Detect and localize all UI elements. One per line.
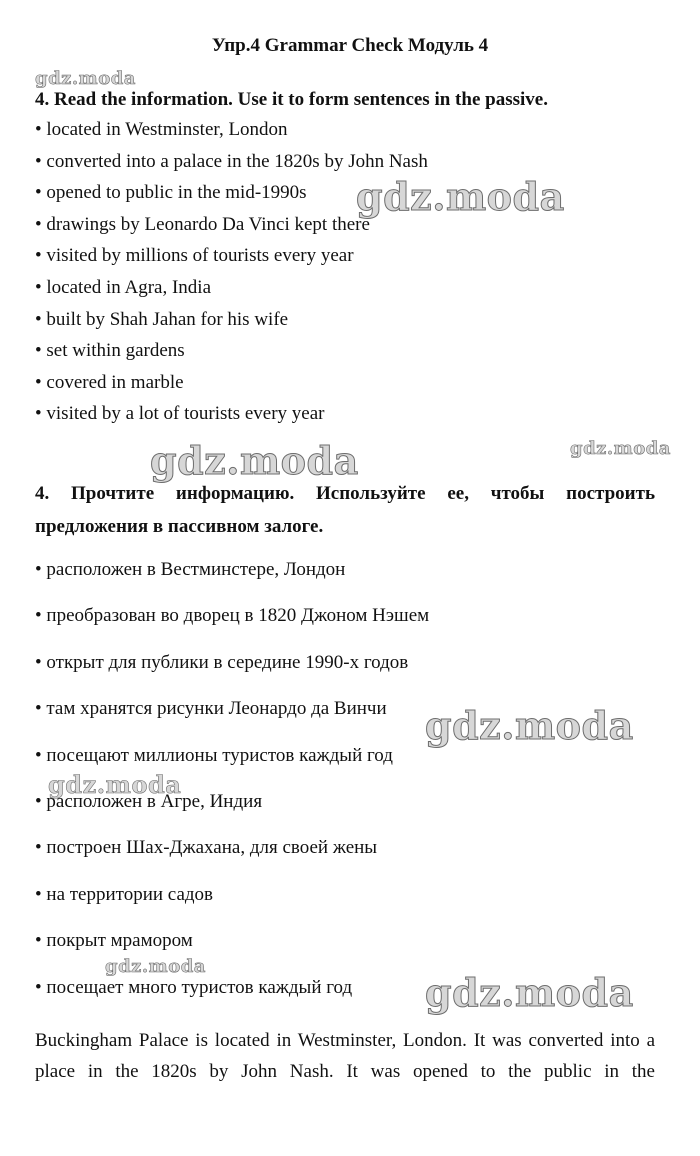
watermark: gdz.moda <box>425 970 634 1015</box>
english-task-heading: 4. Read the information. Use it to form sentences in the passive. <box>35 89 548 110</box>
list-item: • посещают миллионы туристов каждый год <box>35 744 393 766</box>
watermark: gdz.moda <box>425 703 634 748</box>
list-item: • покрыт мрамором <box>35 930 193 952</box>
list-item: • преобразован во дворец в 1820 Джоном Нэшем <box>35 605 430 627</box>
russian-task-heading: 4. Прочтите информацию. Используйте ее, чтобы построить предложения в пассивном залоге. <box>35 483 655 537</box>
list-item: • opened to public in the mid-1990s <box>35 182 307 204</box>
list-item: • set within gardens <box>35 340 185 362</box>
answer-paragraph: Buckingham Palace is located in Westminster, London. It was converted into a place in the 1820s by John Nash. It was opened to the public in the <box>35 1030 655 1082</box>
list-item: • visited by a lot of tourists every year <box>35 403 325 425</box>
list-item: • covered in marble <box>35 371 184 393</box>
list-item: • расположен в Вестминстере, Лондон <box>35 559 346 580</box>
list-item: • расположен в Агре, Индия <box>35 790 263 812</box>
list-item: • там хранятся рисунки Леонардо да Винчи <box>35 698 387 720</box>
watermark: gdz.moda <box>35 68 136 89</box>
list-item: • visited by millions of tourists every year <box>35 245 354 267</box>
list-item: • построен Шах-Джахана, для своей жены <box>35 837 378 859</box>
list-item: • converted into a palace in the 1820s by John Nash <box>35 150 428 172</box>
watermark: gdz.moda <box>150 438 359 483</box>
list-item: • located in Westminster, London <box>35 119 288 140</box>
page-title: Упр.4 Grammar Check Модуль 4 <box>211 35 489 56</box>
list-item: • посещает много туристов каждый год <box>35 976 353 998</box>
list-item: • открыт для публики в середине 1990-х годов <box>35 651 409 673</box>
watermark: gdz.moda <box>105 956 206 977</box>
watermark: gdz.moda <box>356 174 565 219</box>
watermark: gdz.moda <box>48 770 182 799</box>
watermark: gdz.moda <box>570 438 671 459</box>
list-item: • drawings by Leonardo Da Vinci kept there <box>35 213 370 235</box>
english-info-list <box>35 114 655 430</box>
list-item: • на территории садов <box>35 883 214 905</box>
list-item: • located in Agra, India <box>35 276 212 298</box>
list-item: • built by Shah Jahan for his wife <box>35 308 289 330</box>
